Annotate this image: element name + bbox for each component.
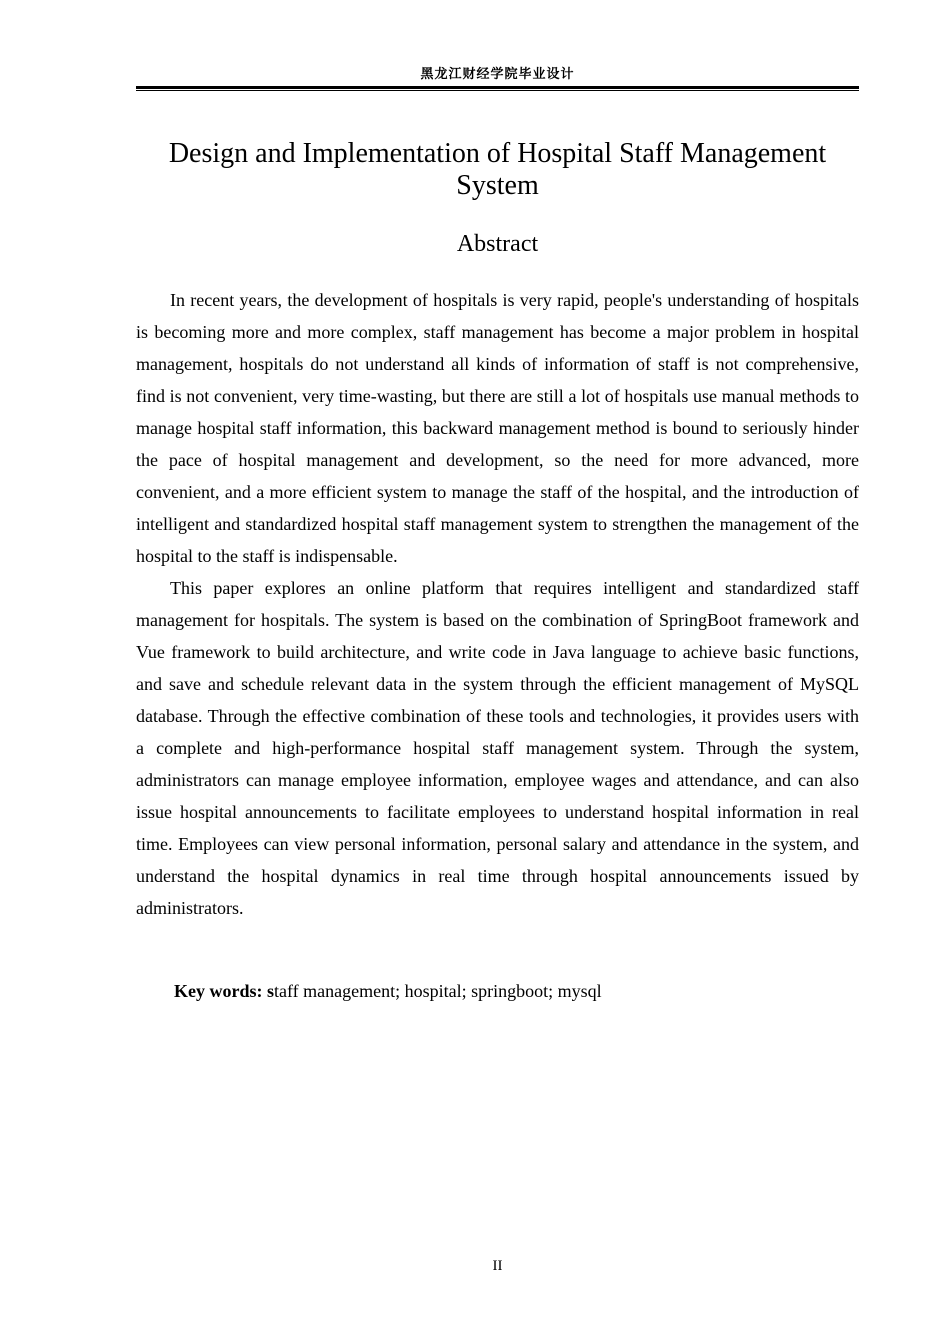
- abstract-body: [136, 284, 859, 924]
- keywords-value: taff management; hospital; springboot; mysql: [274, 981, 602, 1001]
- abstract-paragraph-1: In recent years, the development of hospitals is very rapid, people's understanding of hospitals is becoming more and more complex, staff management has become a major problem in hospital management, hospitals do not understand all kinds of information of staff is not comprehensive, find is not convenient, very time-wasting, but there are still a lot of hospitals use manual methods to manage hospital staff information, this backward management method is bound to seriously hinder the pace of hospital management and development, so the need for more advanced, more convenient, and a more efficient system to manage the staff of the hospital, and the introduction of intelligent and standardized hospital staff management system to strengthen the management of the hospital to the staff is indispensable.: [136, 290, 859, 566]
- running-header: 黑龙江财经学院毕业设计: [420, 67, 575, 82]
- page-number: II: [492, 1258, 503, 1274]
- keywords-label: Key words: s: [174, 981, 274, 1001]
- header-rule-thin: [136, 90, 859, 91]
- header-rule-thick: [136, 86, 859, 89]
- abstract-paragraph-2: This paper explores an online platform that requires intelligent and standardized staff management for hospitals. The system is based on the combination of SpringBoot framework and Vue framework to build architecture, and write code in Java language to achieve basic functions, and save and schedule relevant data in the system through the efficient management of MySQL database. Through the effective combination of these tools and technologies, it provides users with a complete and high-performance hospital staff management system. Through the system, administrators can manage employee information, employee wages and attendance, and can also issue hospital announcements to facilitate employees to understand hospital information in real time. Employees can view personal information, personal salary and attendance in the system, and understand the hospital dynamics in real time through hospital announcements issued by administrators.: [136, 578, 859, 918]
- keywords-line: [174, 975, 602, 1007]
- document-title: Design and Implementation of Hospital Staff Management System: [168, 138, 827, 201]
- abstract-heading: Abstract: [456, 231, 539, 257]
